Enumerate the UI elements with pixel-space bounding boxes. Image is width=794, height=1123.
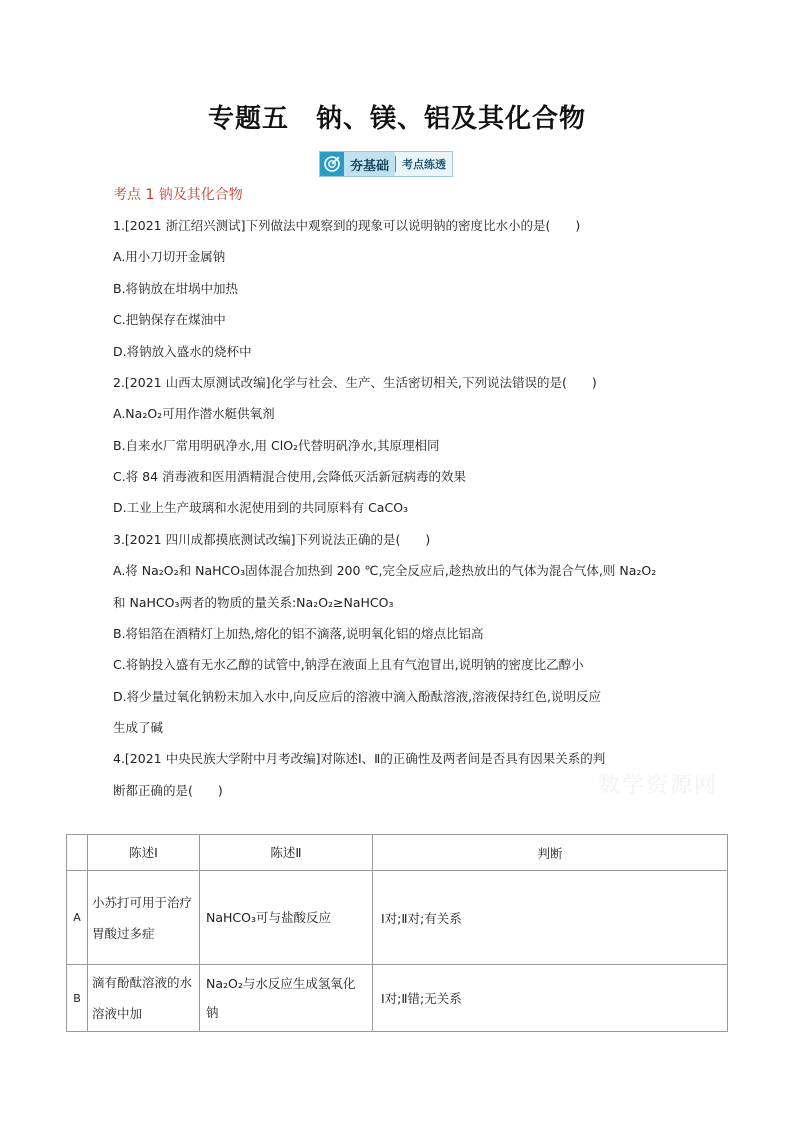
table-header-blank (67, 835, 88, 871)
page-title: 专题五 钠、镁、铝及其化合物 (207, 104, 586, 134)
q1-option-a: A.用小刀切开金属钠 (113, 249, 226, 264)
table-row (67, 965, 728, 1032)
table-header-statement-2: 陈述Ⅱ (200, 835, 373, 871)
q3-option-b: B.将铝箔在酒精灯上加热,熔化的铝不滴落,说明氧化铝的熔点比铝高 (113, 626, 484, 641)
table-row (67, 871, 728, 965)
q2-option-c: C.将 84 消毒液和医用酒精混合使用,会降低灭活新冠病毒的效果 (113, 469, 467, 484)
q3-option-d-cont: 生成了碱 (113, 720, 164, 735)
q2-option-a: A.Na₂O₂可用作潜水艇供氧剂 (113, 406, 275, 421)
q2-option-b: B.自来水厂常用明矾净水,用 ClO₂代替明矾净水,其原理相同 (113, 438, 440, 453)
row-label: A (67, 871, 88, 965)
q3-option-c: C.将钠投入盛有无水乙醇的试管中,钠浮在液面上且有气泡冒出,说明钠的密度比乙醇小 (113, 657, 584, 672)
statement-2-cell: NaHCO₃可与盐酸反应 (200, 871, 373, 965)
q3-option-a: A.将 Na₂O₂和 NaHCO₃固体混合加热到 200 ℃,完全反应后,趁热放出的气体为混合气体,则 Na₂O₂ (113, 563, 657, 578)
q3-option-a-cont: 和 NaHCO₃两者的物质的量关系:Na₂O₂≥NaHCO₃ (113, 595, 394, 610)
q2-option-d: D.工业上生产玻璃和水泥使用到的共同原料有 CaCO₃ (113, 500, 409, 515)
row-label: B (67, 965, 88, 1032)
q3-option-d: D.将少量过氧化钠粉末加入水中,向反应后的溶液中滴入酚酞溶液,溶液保持红色,说明反应 (113, 689, 602, 704)
q1-option-c: C.把钠保存在煤油中 (113, 312, 226, 327)
section-badge (319, 151, 453, 177)
watermark: 数学资源网 (598, 773, 719, 798)
section-heading: 考点 1 钠及其化合物 (113, 187, 243, 203)
question-4-stem-cont: 断都正确的是( ) (113, 783, 223, 798)
target-check-icon (320, 152, 344, 176)
question-4-stem: 4.[2021 中央民族大学附中月考改编]对陈述Ⅰ、Ⅱ的正确性及两者间是否具有因果关系的判 (113, 751, 606, 766)
question-3-stem: 3.[2021 四川成都摸底测试改编]下列说法正确的是( ) (113, 532, 431, 547)
judgement-cell: Ⅰ对;Ⅱ对;有关系 (373, 871, 728, 965)
answer-table (66, 834, 728, 1032)
judgement-cell: Ⅰ对;Ⅱ错;无关系 (373, 965, 728, 1032)
q1-option-d: D.将钠放入盛水的烧杯中 (113, 344, 252, 359)
badge-main-label: 夯基础 (344, 152, 395, 176)
badge-sub-label: 考点练透 (402, 158, 447, 171)
statement-2-cell: Na₂O₂与水反应生成氢氧化钠 (200, 965, 373, 1032)
table-header-statement-1: 陈述Ⅰ (88, 835, 200, 871)
question-2-stem: 2.[2021 山西太原测试改编]化学与社会、生产、生活密切相关,下列说法错误的是( ) (113, 375, 597, 390)
question-1-stem: 1.[2021 浙江绍兴测试]下列做法中观察到的现象可以说明钠的密度比水小的是( ) (113, 218, 581, 233)
statement-1-cell: 滴有酚酞溶液的水溶液中加 (88, 965, 200, 1032)
table-header-judgement: 判断 (373, 835, 728, 871)
q1-option-b: B.将钠放在坩埚中加热 (113, 281, 239, 296)
table-header-row (67, 835, 728, 871)
statement-1-cell: 小苏打可用于治疗胃酸过多症 (88, 871, 200, 965)
